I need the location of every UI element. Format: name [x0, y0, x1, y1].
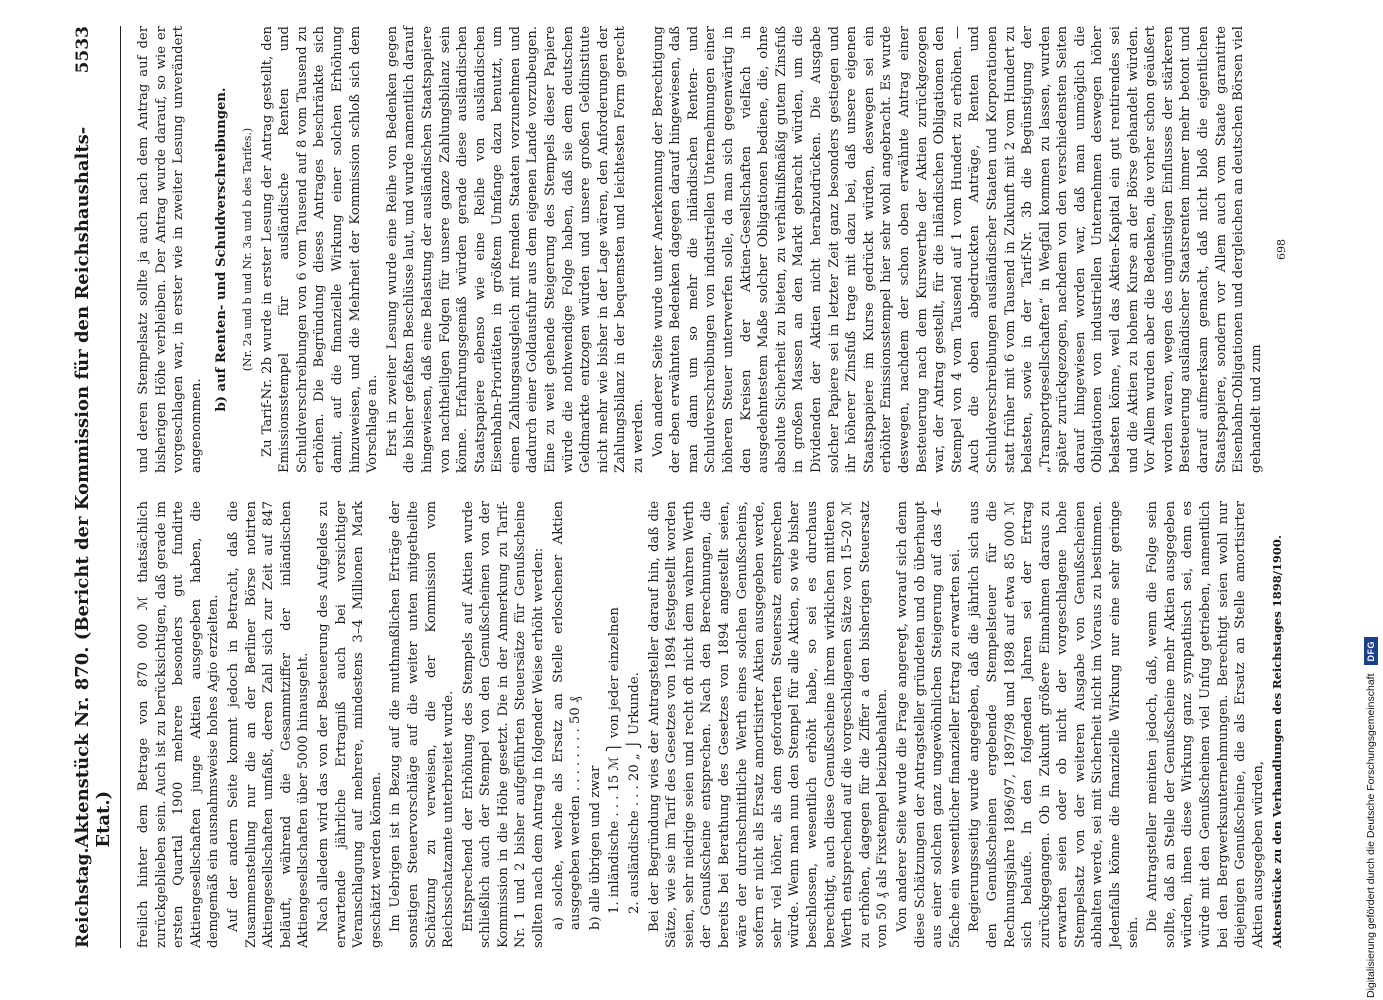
text-columns	[135, 26, 1291, 948]
paragraph: Von anderer Seite wurde unter Anerkennung der Berechtigung der eben erwähnten Bedenken dagegen darauf hingewiesen, daß man dann um so mehr die inländischen Renten- und Schuldverschreibungen von industriellen Unternehmungen einer höheren Steuer unterwerfen solle, da man sich gegenwärtig in den Kreisen der Aktien-Gesellschaften vielfach in ausgedehntestem Maße solcher Obligationen bediene, die, ohne absolute Sicherheit zu bieten, zu verhältnißmäßig gutem Zinsfuß in großen Massen an den Markt gebracht würden, um die Dividenden der Aktien nicht herabzudrücken. Die Ausgabe solcher Papiere sei in letzter Zeit ganz besonders gestiegen und ihr höherer Zinsfuß trage mit dazu bei, daß unsere eigenen Staatspapiere im Kurse gedrückt würden, deswegen sei ein erhöhter Emissionsstempel hier sehr wohl angebracht. Es wurde deswegen, nachdem der schon oben erwähnte Antrag einer Besteuerung nach dem Kurswerthe der Aktien zurückgezogen war, der Antrag gestellt, für die inländischen Obligationen den Stempel von 4 vom Tausend auf 1 vom Hundert zu erhöhen. — Auch die oben abgedruckten Anträge, Renten und Schuldverschreibungen ausländischer Staaten und Korporationen statt früher mit 6 vom Tausend in Zukunft mit 2 vom Hundert zu belasten, sowie in der Tarif-Nr. 3b die Begünstigung der „Transportgesellschaften“ in Wegfall kommen zu lassen, wurden später zurückgezogen, nachdem von den verschiedensten Seiten darauf hingewiesen worden war, daß man unmöglich die Obligationen von industriellen Unternehmen deswegen höher belasten könne, weil das Aktien-Kapital ein gut rentirendes sei und die Aktien zu hohem Kurse an der Börse gehandelt würden. Vor Allem wurden aber die Bedenken, die vorher schon geäußert worden waren, wegen des ungünstigen Einflusses der stärkeren Besteuerung ausländischer Staatsrenten immer mehr betont und darauf aufmerksam gemacht, daß nicht bloß die eigentlichen Staatspapiere, sondern vor Allem auch vom Staate garantirte Eisenbahn-Obligationen und dergleichen an deutschen Börsen viel gehandelt und zum	[650, 26, 1264, 473]
list-item: a) solche, welche als Ersatz an Stelle erloschener Aktien ausgegeben werden . . . . . . . . 50 ₰	[550, 501, 584, 930]
header-page-number: 5533	[73, 26, 93, 74]
list-item: 1. inländische . . . 15 ℳ ⎫ von jeder einzelnen	[607, 607, 623, 914]
paragraph: Entsprechend der Erhöhung des Stempels auf Aktien wurde schließlich auch der Stempel von den Genußscheinen von der Kommission in die Höhe gesetzt. Die in der Anmerkung zu Tarif-Nr. 1 und 2 bisher aufgeführten Steuersätze für Genußscheine sollten nach dem Antrag in folgender Weise erhöht werden:	[460, 501, 547, 948]
page-header	[72, 26, 121, 948]
header-left: Reichstag.	[73, 847, 93, 948]
paragraph: Auf der andern Seite kommt jedoch in Betracht, daß die Zusammenstellung nur die an der Berliner Börse notirten Aktiengesellschaften umfaßt, deren Zahl sich zur Zeit auf 847 beläuft, während die Gesammtziffer der inländischen Aktiengesellschaften über 5000 hinausgeht.	[225, 501, 312, 948]
left-column	[135, 501, 1291, 948]
header-title: Aktenstück Nr. 870. (Bericht der Kommission für den Reichshaushalts-Etat.)	[72, 126, 114, 848]
page-footnote: Aktenstücke zu den Verhandlungen des Reichstages 1898/1900.	[1270, 535, 1285, 948]
right-column	[135, 26, 1291, 473]
paragraph: Von anderer Seite wurde die Frage angeregt, worauf sich denn diese Schätzungen der Antragsteller gründeten und ob überhaupt aus einer solchen ganz ungewöhnlichen Steigerung auf das 4–5fache ein wesentlicher finanzieller Ertrag zu erwarten sei.	[894, 501, 963, 948]
paragraph: Im Uebrigen ist in Bezug auf die muthmaßlichen Erträge der sonstigen Steuervorschläge auf die weiter unten mitgetheilte Schätzung zu verweisen, die der Kommission vom Reichsschatzamte unterbreitet wurde.	[388, 501, 457, 948]
section-heading: b) auf Renten- und Schuldverschreibungen.	[214, 87, 230, 412]
paragraph: Bei der Begründung wies der Antragsteller darauf hin, daß die Sätze, wie sie im Tarif des Gesetzes von 1894 festgestellt worden seien, sehr niedrige seien und recht oft nicht dem wahren Werth der Genußscheine entsprechen. Nach den Berechnungen, die bereits bei Berathung des Gesetzes von 1894 angestellt seien, wäre der durchschnittliche Werth eines solchen Genußscheins, sofern er nicht als Ersatz amortisirter Aktien ausgegeben werde, sehr viel höher, als dem geforderten Steuersatz entsprechen würde. Wenn man nun den Stempel für alle Aktien, so wie bisher beschlossen, wesentlich erhöht habe, so sei es durchaus berechtigt, auch diese Genußscheine ihrem wirklichen mittleren Werth entsprechend auf die vorgeschlagenen Sätze von 15–20 ℳ zu erhöhen, dagegen für die Ziffer a den bisherigen Steuersatz von 50 ₰ als Fixstempel beizubehalten.	[646, 501, 891, 948]
paragraph: Die Antragsteller meinten jedoch, daß, wenn die Folge sein sollte, daß an Stelle der Genußscheine mehr Aktien ausgegeben würden, ihnen diese Wirkung ganz sympathisch sei, denn es würde mit den Genußscheinen viel Unfug getrieben, namentlich bei den Bergwerksunternehmungen. Berechtigt seien wohl nur diejenigen Genußscheine, die als Ersatz an Stelle amortisirter Aktien ausgegeben würden,	[1145, 501, 1266, 948]
rotated-page-wrapper	[42, 0, 1362, 990]
section-subheading: (Nr. 2a und b und Nr. 3a und b des Tarifes.)	[240, 127, 254, 372]
digitization-credit-bar	[1360, 8, 1382, 998]
dfg-logo-icon: DFG	[1364, 637, 1378, 666]
page-footer-number: 698	[1275, 239, 1289, 260]
paragraph: freilich hinter dem Betrage von 870 000 ℳ thatsächlich zurückgeblieben sein. Auch ist zu berücksichtigen, daß gerade im ersten Quartal 1900 mehrere besonders gut fundirte Aktiengesellschaften junge Aktien ausgegeben haben, die demgemäß ein ausnahmsweise hohes Agio erzielten.	[136, 501, 222, 948]
list-item: 2. ausländische . . . 20 „ ⎭ Urkunde.	[627, 672, 643, 914]
paragraph: und deren Stempelsatz sollte ja auch nach dem Antrag auf der bisherigen Höhe verbleiben. Der Antrag wurde darauf, so wie er vorgeschlagen war, in erster wie in zweiter Lesung unverändert angenommen.	[136, 26, 204, 473]
paragraph: Nach alledem wird das von der Besteuerung des Aufgeldes zu erwartende jährliche Ertragniß auch bei vorsichtiger Veranschlagung auf mehrere, mindestens 3–4 Millionen Mark geschätzt werden können.	[315, 501, 384, 948]
credit-text: Digitalisierung gefördert durch die Deutsche Forschungsgemeinschaft	[1365, 673, 1377, 998]
paragraph: Regierungsseitig wurde angegeben, daß die jährlich sich aus den Genußscheinen ergebende Stempelsteuer für die Rechnungsjahre 1896/97, 1897/98 und 1898 auf etwa 85 000 ℳ sich belaufe. In den folgenden Jahren sei der Ertrag zurückgegangen. Ob in Zukunft größere Einnahmen daraus zu erwarten seien oder ob nicht der vorgeschlagene hohe Stempelsatz von der weiteren Ausgabe von Genußscheinen abhalten werde, sei mit Sicherheit nicht im Voraus zu bestimmen. Jedenfalls könne die finanzielle Wirkung nur eine sehr geringe sein.	[967, 501, 1141, 948]
paragraph: Zu Tarif-Nr. 2b wurde in erster Lesung der Antrag gestellt, den Emissionsstempel für ausländische Renten und Schuldverschreibungen von 6 vom Tausend auf 8 vom Tausend zu erhöhen. Die Begründung dieses Antrages beschränkte sich damit, auf die finanzielle Wirkung einer solchen Erhöhung hinzuweisen, und die Mehrheit der Kommission schloß sich dem Vorschlage an.	[259, 26, 381, 473]
document-page	[42, 0, 1362, 990]
list-item: b) alle übrigen und zwar	[587, 765, 603, 930]
credit-line	[1360, 8, 1382, 998]
paragraph: Erst in zweiter Lesung wurde eine Reihe von Bedenken gegen die bisher gefaßten Beschlüsse laut, und wurde namentlich darauf hingewiesen, daß eine Belastung der ausländischen Staatspapiere von nachtheiligen Folgen für unsere ganze Zahlungsbilanz sein könne. Erfahrungsgemäß würden gerade diese ausländischen Staatspapiere ebenso wie eine Reihe von ausländischen Eisenbahn-Prioritäten in größtem Umfange dazu benutzt, um einen Zahlungsausgleich mit fremden Staaten vorzunehmen und dadurch einer Goldausfuhr aus dem eigenen Lande vorzubeugen. Eine zu weit gehende Steigerung des Stempels dieser Papiere würde die nothwendige Folge haben, daß sie dem deutschen Geldmarkte entzogen würden und unsere großen Geldinstitute nicht mehr wie bisher in der Lage wären, den Anforderungen der Zahlungsbilanz in der bequemsten und leichtesten Form gerecht zu werden.	[384, 26, 647, 473]
